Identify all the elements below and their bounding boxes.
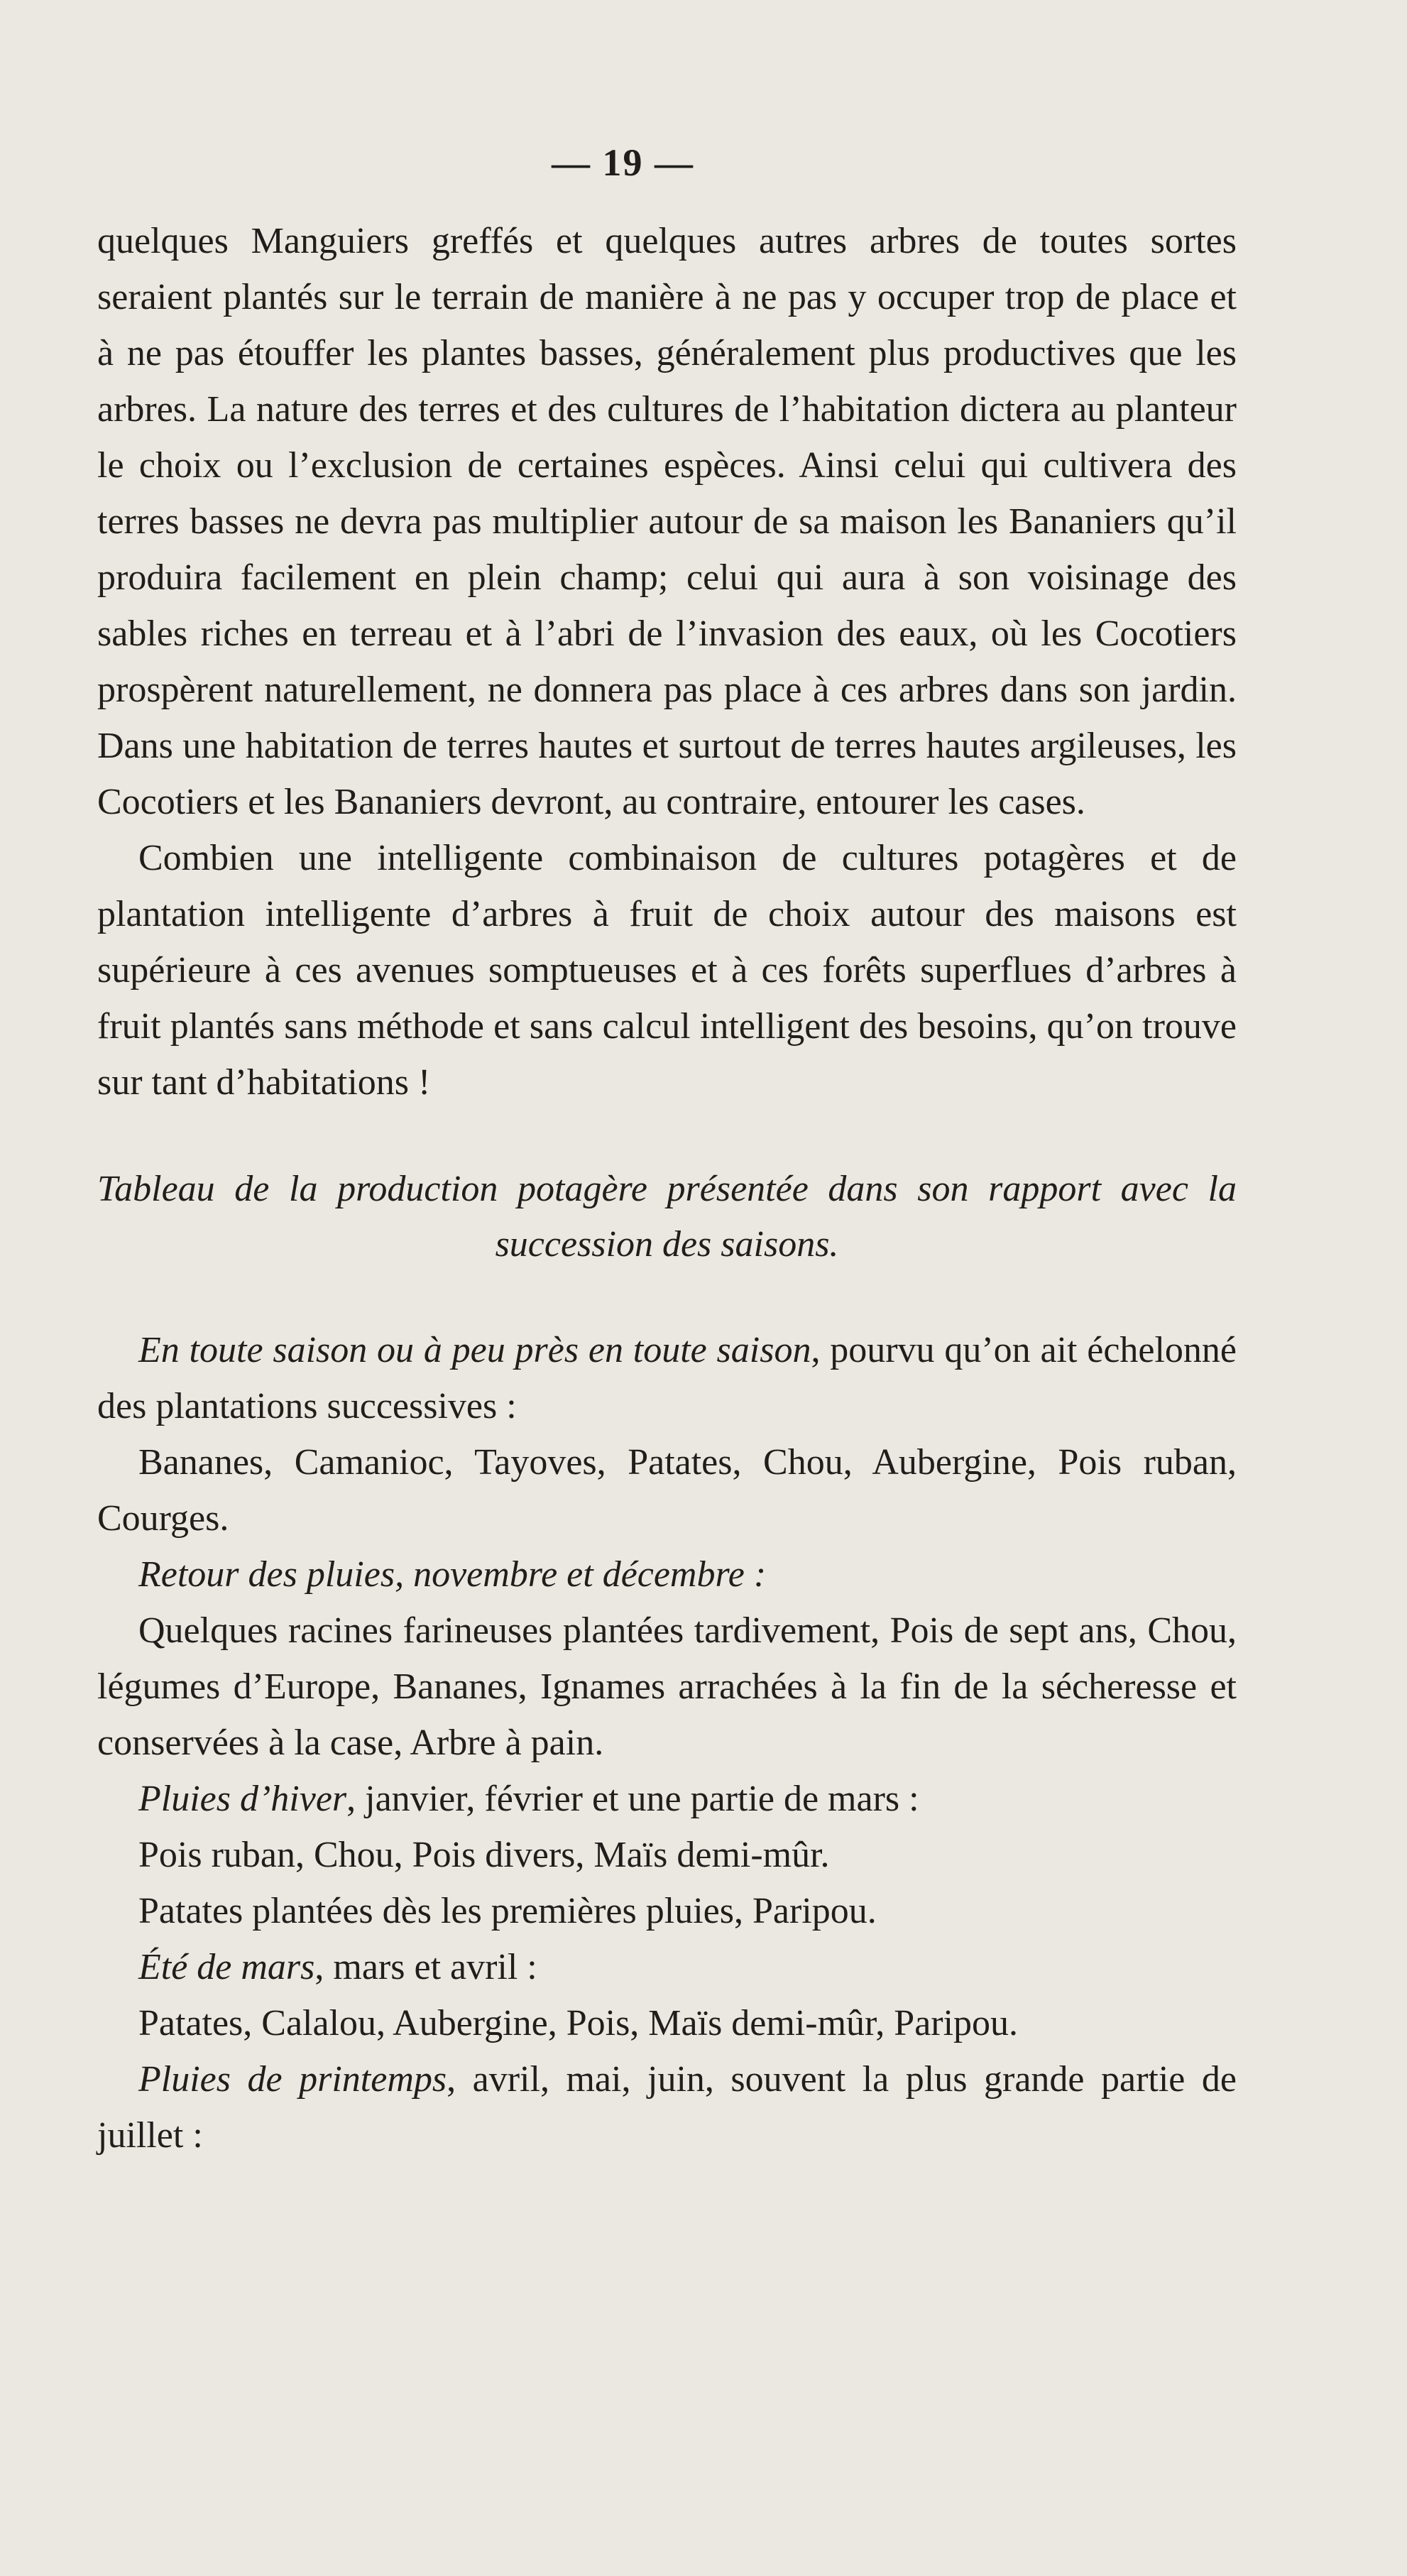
season-entry-2 — [97, 1546, 1237, 1603]
season-entry-0 — [97, 1322, 1237, 1434]
season-text: Patates, Calalou, Aubergine, Pois, Maïs demi-mûr, Paripou. — [138, 2003, 1019, 2043]
season-label: Pluies d’hiver — [138, 1779, 347, 1819]
season-entry-4 — [97, 1771, 1237, 1827]
season-text: Quelques racines farineuses plantées tardivement, Pois de sept ans, Chou, légumes d’Europe, Bananes, Ignames arrachées à la fin de la sécheresse et conservées à la case, Arbre à pain. — [97, 1610, 1237, 1763]
season-entry-3 — [97, 1603, 1237, 1771]
season-label: Pluies de printemps — [138, 2059, 447, 2100]
season-entry-7 — [97, 1939, 1237, 1995]
season-entry-1 — [97, 1434, 1237, 1546]
season-text: , pourvu qu’on ait échelonné des plantations successives : — [97, 1330, 1237, 1426]
page-number: — 19 — — [552, 141, 694, 184]
season-label: Retour des pluies — [138, 1554, 395, 1595]
paragraph-1: quelques Manguiers greffés et quelques autres arbres de toutes sortes seraient plantés sur le terrain de manière à ne pas y occuper trop de place et à ne pas étouffer les plantes basses, généralement plus productives que les arbres. La nature des terres et des cultures de l’habitation dictera au planteur le choix ou l’exclusion de certaines espèces. Ainsi celui qui cultivera des terres basses ne devra pas multiplier autour de sa maison les Bananiers qu’il produira facilement en plein champ; celui qui aura à son voisinage des sables riches en terreau et à l’abri de l’invasion des eaux, où les Cocotiers prospèrent naturellement, ne donnera pas place à ces arbres dans son jardin. Dans une habitation de terres hautes et surtout de terres hautes argileuses, les Cocotiers et les Bananiers devront, au contraire, entourer les cases. — [97, 221, 1237, 822]
season-entry-8 — [97, 1995, 1237, 2051]
season-label: En toute saison ou à peu près en toute saison — [138, 1330, 811, 1370]
season-label: Été de mars — [138, 1947, 315, 1987]
season-text: , janvier, février et une partie de mars : — [346, 1779, 919, 1819]
season-text: Pois ruban, Chou, Pois divers, Maïs demi-mûr. — [138, 1835, 830, 1875]
season-text: Bananes, Camanioc, Tayoves, Patates, Chou, Aubergine, Pois ruban, Courges. — [97, 1442, 1237, 1539]
season-entry-9 — [97, 2051, 1237, 2163]
season-text: Patates plantées dès les premières pluies, Paripou. — [138, 1891, 877, 1931]
caption-line-2: succession des saisons. — [495, 1224, 839, 1265]
caption-line-1: Tableau de la production potagère présentée dans son rapport avec la — [97, 1169, 1237, 1209]
table-caption — [97, 1162, 1237, 1272]
page-body — [97, 213, 1237, 2163]
season-text: , avril, mai, juin, souvent la plus grande partie de juillet : — [97, 2059, 1237, 2156]
page-bottom-margin — [0, 2272, 1407, 2576]
season-entry-5 — [97, 1827, 1237, 1883]
paragraph-2: Combien une intelligente combinaison de cultures potagères et de plantation intelligente d’arbres à fruit de choix autour des maisons est supérieure à ces avenues somptueuses et à ces forêts superflues d’arbres à fruit plantés sans méthode et sans calcul intelligent des besoins, qu’on trouve sur tant d’habitations ! — [97, 838, 1237, 1103]
season-text: , novembre et décembre : — [395, 1554, 767, 1595]
season-text: , mars et avril : — [314, 1947, 537, 1987]
season-entry-6 — [97, 1883, 1237, 1939]
